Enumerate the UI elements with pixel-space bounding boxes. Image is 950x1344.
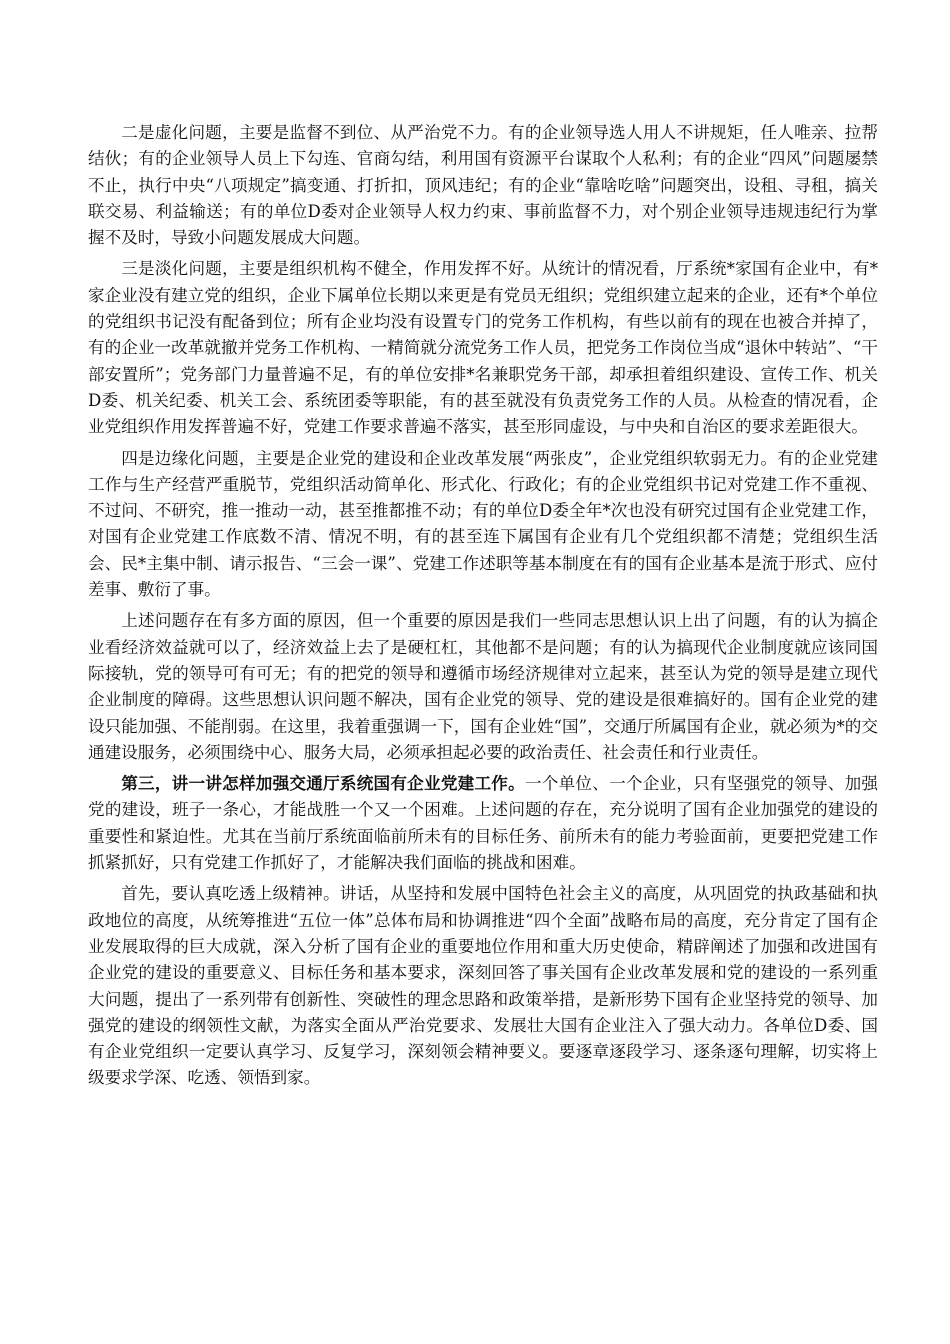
paragraph-text: 二是虚化问题，主要是监督不到位、从严治党不力。有的企业领导选人用人不讲规矩，任人唯亲、拉帮结伙；有的企业领导人员上下勾连、官商勾结，利用国有资源平台谋取个人私利；有的企业“四风”问题屡禁不止，执行中央“八项规定”搞变通、打折扣，顶风违纪；有的企业“靠啥吃啥”问题突出，设租、寻租，搞关联交易、利益输送；有的单位D委对企业领导人权力约束、事前监督不力，对个别企业领导违规违纪行为掌握不及时，导致小问题发展成大问题。 xyxy=(88,123,878,248)
paragraph-text: 上述问题存在有多方面的原因，但一个重要的原因是我们一些同志思想认识上出了问题，有的认为搞企业看经济效益就可以了，经济效益上去了是硬杠杠，其他都不是问题；有的认为搞现代企业制度就应该同国际接轨，党的领导可有可无；有的把党的领导和遵循市场经济规律对立起来，甚至认为党的领导是建立现代企业制度的障碍。这些思想认识问题不解决，国有企业党的领导、党的建设是很难搞好的。国有企业党的建设只能加强、不能削弱。在这里，我着重强调一下，国有企业姓“国”，交通厅所属国有企业，就必须为*的交通建设服务，必须围绕中心、服务大局，必须承担起必要的政治责任、社会责任和行业责任。 xyxy=(88,611,878,762)
paragraph-section-three xyxy=(88,771,878,876)
paragraph-virtualization-problem xyxy=(88,120,878,251)
paragraph-text: 首先，要认真吃透上级精神。讲话，从坚持和发展中国特色社会主义的高度，从巩固党的执政基础和执政地位的高度，从统筹推进“五位一体”总体布局和协调推进“四个全面”战略布局的高度，充分肯定了国有企业发展取得的巨大成就，深入分析了国有企业的重要地位作用和重大历史使命，精辟阐述了加强和改进国有企业党的建设的重要意义、目标任务和基本要求，深刻回答了事关国有企业改革发展和党的建设的一系列重大问题，提出了一系列带有创新性、突破性的理念思路和政策举措，是新形势下国有企业坚持党的领导、加强党的建设的纲领性文献，为落实全面从严治党要求、发展壮大国有企业注入了强大动力。各单位D委、国有企业党组织一定要认真学习、反复学习，深刻领会精神要义。要逐章逐段学习、逐条逐句理解，切实将上级要求学深、吃透、领悟到家。 xyxy=(88,884,878,1088)
paragraph-causes xyxy=(88,608,878,766)
paragraph-text: 四是边缘化问题，主要是企业党的建设和企业改革发展“两张皮”，企业党组织软弱无力。有的企业党建工作与生产经营严重脱节，党组织活动简单化、形式化、行政化；有的企业党组织书记对党建工作不重视、不过问、不研究，推一推动一动，甚至推都推不动；有的单位D委全年*次也没有研究过国有企业党建工作，对国有企业党建工作底数不清、情况不明，有的甚至连下属国有企业有几个党组织都不清楚；党组织生活会、民*主集中制、请示报告、“三会一课”、党建工作述职等基本制度在有的国有企业基本是流于形式、应付差事、敷衍了事。 xyxy=(88,448,878,600)
paragraph-text: 三是淡化问题，主要是组织机构不健全，作用发挥不好。从统计的情况看，厅系统*家国有企业中，有*家企业没有建立党的组织，企业下属单位长期以来更是有党员无组织；党组织建立起来的企业，还有*个单位的党组织书记没有配备到位；所有企业均没有设置专门的党务工作机构，有些以前有的现在也被合并掉了，有的企业一改革就撤并党务工作机构、一精简就分流党务工作人员，把党务工作岗位当成“退休中转站”、“干部安置所”；党务部门力量普遍不足，有的单位安排*名兼职党务干部，却承担着组织建设、宣传工作、机关D委、机关纪委、机关工会、系统团委等职能，有的甚至就没有负责党务工作的人员。从检查的情况看，企业党组织作用发挥普遍不好，党建工作要求普遍不落实，甚至形同虚设，与中央和自治区的要求差距很大。 xyxy=(88,259,878,437)
section-heading: 第三，讲一讲怎样加强交通厅系统国有企业党建工作。 xyxy=(121,774,525,794)
paragraph-text: 一个单位、一个企业，只有坚强党的领导、加强党的建设，班子一条心，才能战胜一个又一个困难。上述问题的存在，充分说明了国有企业加强党的建设的重要性和紧迫性。尤其在当前厅系统面临前所未有的目标任务、前所未有的能力考验面前，更要把党建工作抓紧抓好，只有党建工作抓好了，才能解决我们面临的挑战和困难。 xyxy=(88,774,879,873)
paragraph-study-spirit xyxy=(88,881,878,1091)
paragraph-marginalization-problem xyxy=(88,446,878,604)
document-page xyxy=(88,120,878,1097)
paragraph-dilution-problem xyxy=(88,256,878,440)
